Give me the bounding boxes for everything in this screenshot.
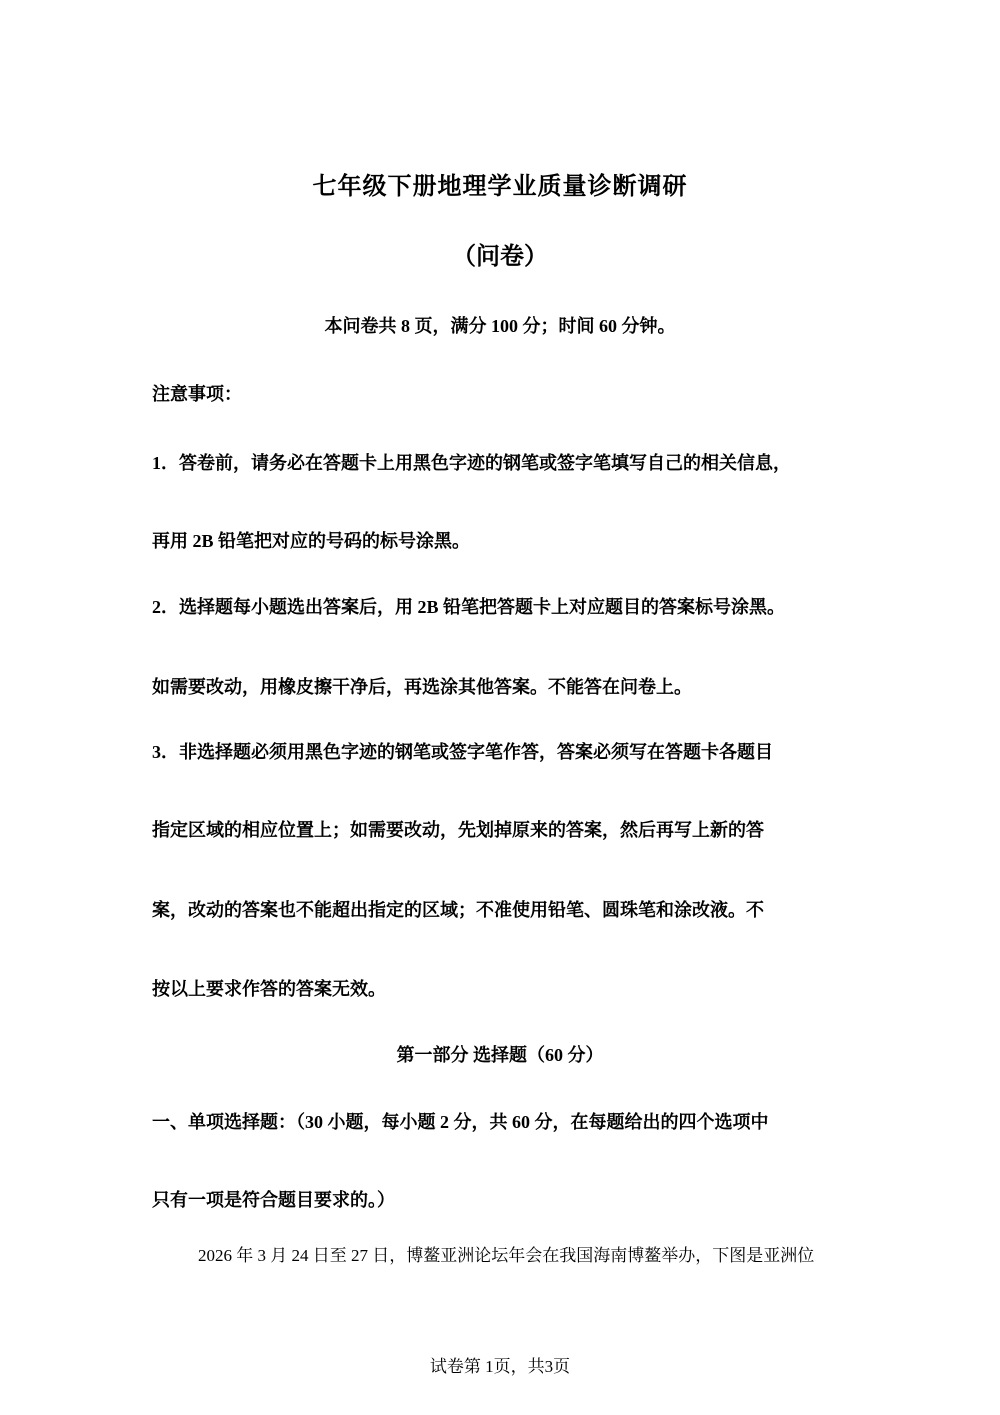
notice-heading: 注意事项： — [152, 384, 242, 404]
part-heading: 第一部分 选择题（60 分） — [396, 1045, 604, 1065]
section-heading-line: 一、单项选择题：（30 小题，每小题 2 分，共 60 分，在每题给出的四个选项中 — [152, 1112, 769, 1132]
page-title: 七年级下册地理学业质量诊断调研 — [312, 172, 688, 200]
page-subtitle: （问卷） — [452, 242, 548, 270]
notice-line: 2．选择题每小题选出答案后，用 2B 铅笔把答题卡上对应题目的答案标号涂黑。 — [152, 597, 786, 617]
exam-info: 本问卷共 8 页，满分 100 分；时间 60 分钟。 — [324, 316, 676, 336]
page-footer: 试卷第 1页，共3页 — [429, 1357, 571, 1376]
notice-line: 再用 2B 铅笔把对应的号码的标号涂黑。 — [152, 531, 471, 551]
notice-line: 案，改动的答案也不能超出指定的区域；不准使用铅笔、圆珠笔和涂改液。不 — [152, 900, 764, 920]
notice-line: 3．非选择题必须用黑色字迹的钢笔或签字笔作答，答案必须写在答题卡各题目 — [152, 742, 773, 762]
notice-line: 指定区域的相应位置上；如需要改动，先划掉原来的答案，然后再写上新的答 — [152, 820, 764, 840]
question-intro: 2026 年 3 月 24 日至 27 日，博鳌亚洲论坛年会在我国海南博鳌举办，下图是亚洲位 — [198, 1246, 815, 1265]
section-heading-line: 只有一项是符合题目要求的。） — [152, 1190, 395, 1210]
notice-line: 1．答卷前，请务必在答题卡上用黑色字迹的钢笔或签字笔填写自己的相关信息， — [152, 453, 791, 473]
notice-line: 如需要改动，用橡皮擦干净后，再选涂其他答案。不能答在问卷上。 — [152, 677, 692, 697]
notice-line: 按以上要求作答的答案无效。 — [152, 979, 386, 999]
